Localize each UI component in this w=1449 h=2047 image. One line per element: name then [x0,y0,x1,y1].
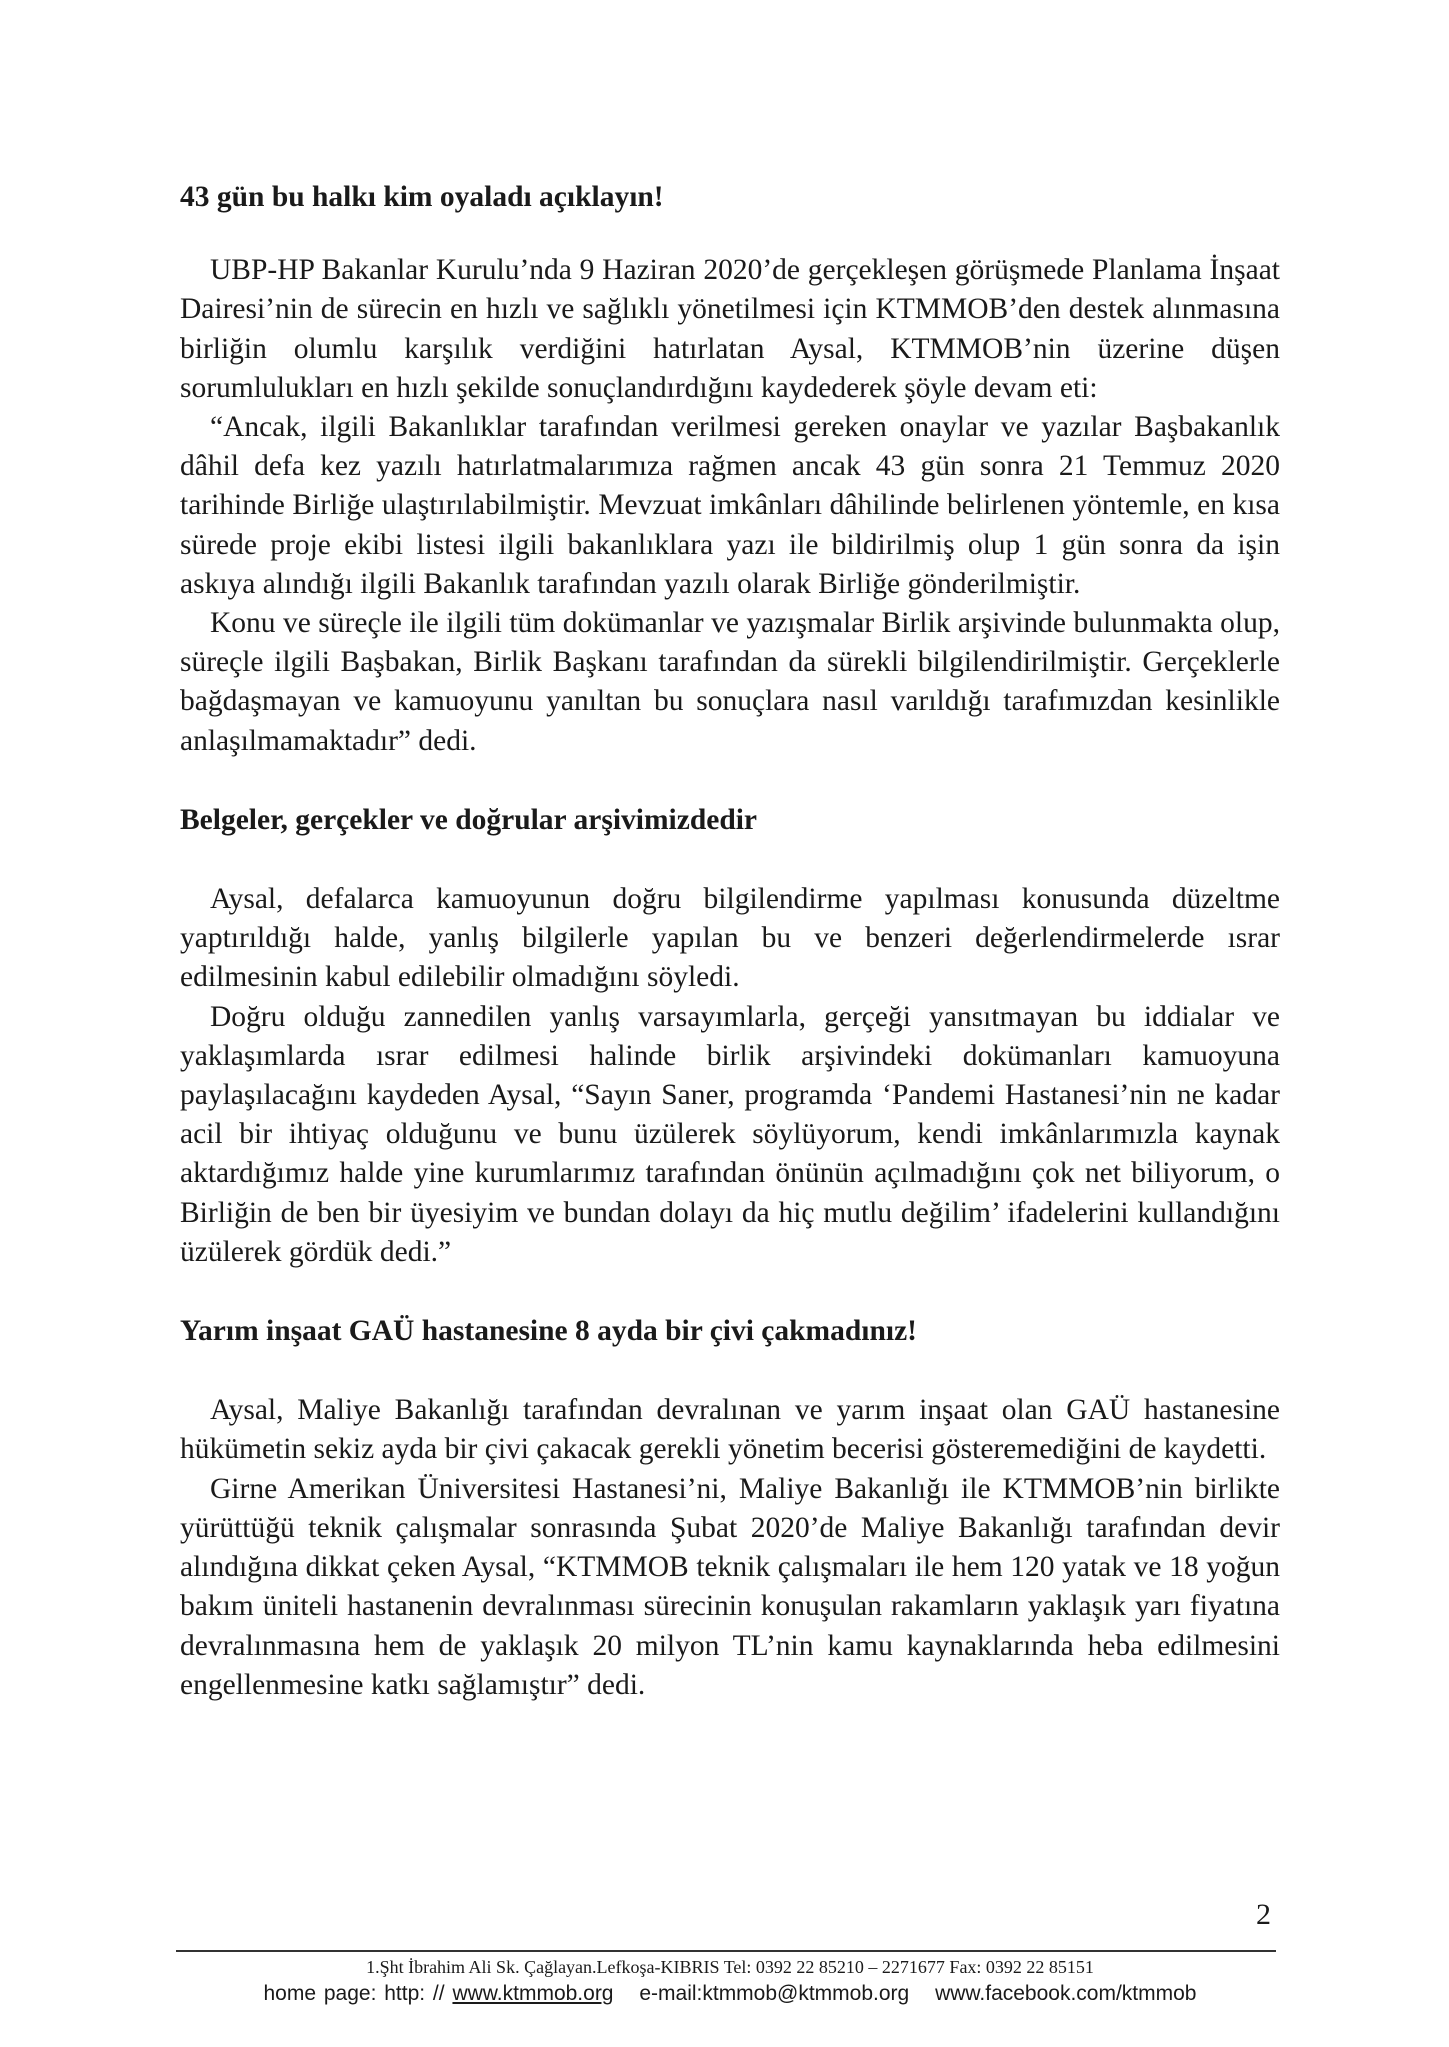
footer-contact-line [180,1981,1280,2007]
article-body [180,178,1280,1705]
facebook-link[interactable]: www.facebook.com/ktmmob [935,1982,1197,2005]
email-address[interactable]: e-mail:ktmmob@ktmmob.org [639,1982,910,2005]
paragraph: Girne Amerikan Üniversitesi Hastanesi’ni, Maliye Bakanlığı ile KTMMOB’nin birlikte yürüttüğü teknik çalışmalar sonrasında Şubat 2020’de Maliye Bakanlığı tarafından devir alındığına dikkat çeken Aysal, “KTMMOB teknik çalışmaları ile hem 120 yatak ve 18 yoğun bakım üniteli hastanenin devralınması sürecinin konuşulan rakamların yaklaşık yarı fiyatına devralınmasına hem de yaklaşık 20 milyon TL’nin kamu kaynaklarında heba edilmesini engellenmesine katkı sağlamıştır” dedi. [180,1472,1280,1701]
section-heading-belgeler: Belgeler, gerçekler ve doğrular arşivimizdedir [180,803,758,836]
paragraph: “Ancak, ilgili Bakanlıklar tarafından verilmesi gereken onaylar ve yazılar Başbakanlık dâhil defa kez yazılı hatırlatmalarımıza rağmen ancak 43 gün sonra 21 Temmuz 2020 tarihinde Birliğe ulaştırılabilmiştir. Mevzuat imkânları dâhilinde belirlenen yöntemle, en kısa sürede proje ekibi listesi ilgili bakanlıklara yazı ile bildirilmiş olup 1 gün sonra da işin askıya alındığı ilgili Bakanlık tarafından yazılı olarak Birliğe gönderilmiştir. [180,411,1280,600]
section-heading-43-gun: 43 gün bu halkı kim oyaladı açıklayın! [180,181,664,213]
paragraph: Doğru olduğu zannedilen yanlış varsayımlarla, gerçeği yansıtmayan bu iddialar ve yaklaşımlarda ısrar edilmesi halinde birlik arşivindeki dokümanları kamuoyuna paylaşılacağını kaydeden Aysal, “Sayın Saner, programda ‘Pandemi Hastanesi’nin ne kadar acil bir ihtiyaç olduğunu ve bunu üzülerek söylüyorum, kendi imkânlarımızla kaynak aktardığımız halde yine kurumlarımız tarafından önünün açılmadığını çok net biliyorum, o Birliğin de ben bir üyesiyim ve bundan dolayı da hiç mutlu değilim’ ifadelerini kullandığını üzülerek gördük dedi.” [180,1000,1280,1268]
page-number: 2 [1256,1898,1271,1931]
paragraph: UBP-HP Bakanlar Kurulu’nda 9 Haziran 2020’de gerçekleşen görüşmede Planlama İnşaat Dairesi’nin de sürecin en hızlı ve sağlıklı yönetilmesi için KTMMOB’den destek alınmasına birliğin olumlu karşılık verdiğini hatırlatan Aysal, KTMMOB’nin üzerine düşen sorumlulukları en hızlı şekilde sonuçlandırdığını kaydederek şöyle devam eti: [180,254,1280,404]
paragraph: Aysal, Maliye Bakanlığı tarafından devralınan ve yarım inşaat olan GAÜ hastanesine hükümetin sekiz ayda bir çivi çakacak gerekli yönetim becerisi gösteremediğini de kaydetti. [180,1394,1280,1466]
homepage-label: home page: http: // [263,1982,445,2005]
paragraph: Aysal, defalarca kamuoyunun doğru bilgilendirme yapılması konusunda düzeltme yaptırıldığı halde, yanlış bilgilerle yapılan bu ve benzeri değerlendirmelerde ısrar edilmesinin kabul edilebilir olmadığını söyledi. [180,883,1280,994]
footer-address: 1.Şht İbrahim Ali Sk. Çağlayan.Lefkoşa-KIBRIS Tel: 0392 22 85210 – 2271677 Fax: 0392 22 85151 [366,1957,1094,1977]
section-heading-yarim-insaat: Yarım inşaat GAÜ hastanesine 8 ayda bir çivi çakmadınız! [180,1315,917,1348]
footer-divider [176,1950,1276,1952]
homepage-link[interactable]: www.ktmmob.org [452,1982,614,2005]
paragraph: Konu ve süreçle ile ilgili tüm dokümanlar ve yazışmalar Birlik arşivinde bulunmakta olup, süreçle ilgili Başbakan, Birlik Başkanı tarafından da sürekli bilgilendirilmiştir. Gerçeklerle bağdaşmayan ve kamuoyunu yanıltan bu sonuçlara nasıl varıldığı tarafımızdan kesinlikle anlaşılmamaktadır” dedi. [180,607,1280,757]
